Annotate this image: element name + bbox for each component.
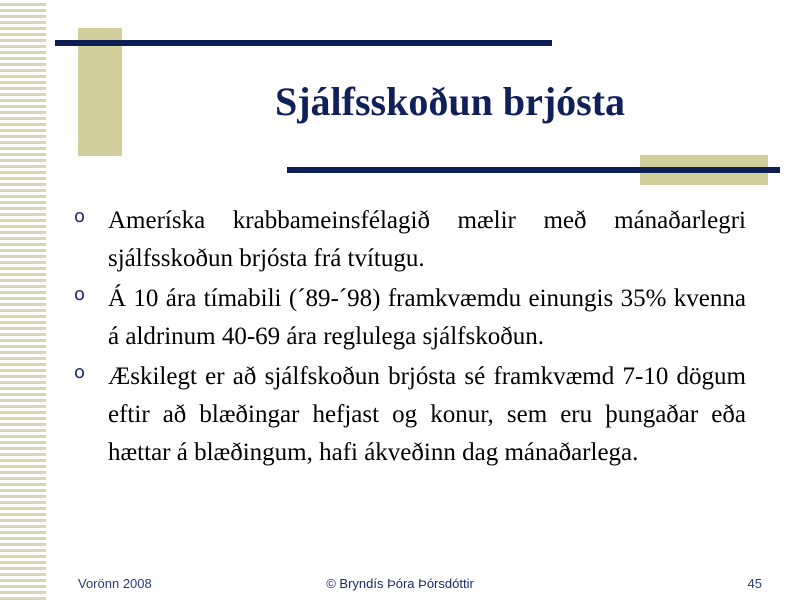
bullet-circle-icon: o: [74, 284, 86, 305]
slide-title: Sjálfsskoðun brjósta: [274, 79, 626, 124]
footer-author: © Bryndís Þóra Þórsdóttir: [326, 576, 474, 591]
decorative-line-top: [55, 40, 552, 46]
footer-page-number: 45: [747, 576, 762, 591]
bullet-item: [74, 280, 746, 356]
footer-semester: Vorönn 2008: [78, 576, 152, 591]
decorative-stripes: [0, 0, 46, 600]
decorative-block-top: [78, 28, 122, 156]
bullet-circle-icon: o: [74, 362, 86, 383]
bullet-text: Á 10 ára tímabili (´89-´98) framkvæmdu einungis 35% kvenna á aldrinum 40-69 ára reglulega sjálfskoðun.: [108, 285, 746, 350]
bullet-text: Æskilegt er að sjálfskoðun brjósta sé framkvæmd 7-10 dögum eftir að blæðingar hefjast og konur, sem eru þungaðar eða hættar á blæðingum, hafi ákveðinn dag mánaðarlega.: [108, 363, 746, 466]
bullet-circle-icon: o: [74, 206, 86, 227]
bullet-item: [74, 358, 746, 472]
bullet-list: [74, 202, 746, 474]
bullet-text: Ameríska krabbameinsfélagið mælir með mánaðarlegri sjálfsskoðun brjósta frá tvítugu.: [108, 207, 746, 272]
decorative-line-bottom: [287, 167, 780, 173]
bullet-item: [74, 202, 746, 278]
